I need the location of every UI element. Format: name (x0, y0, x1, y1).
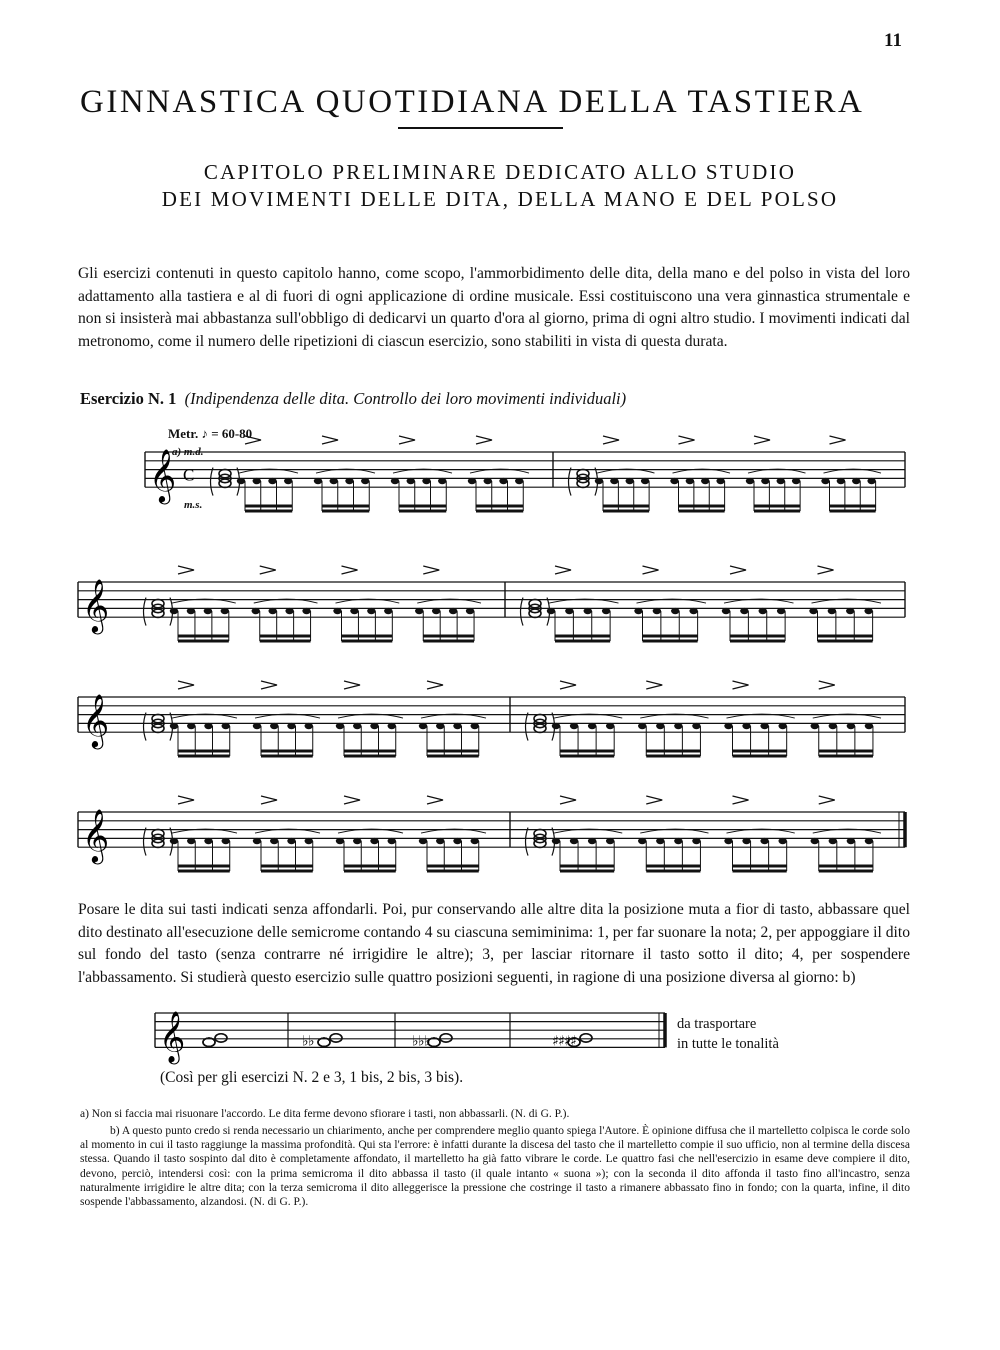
accent-mark (733, 681, 749, 689)
sixteenth-note (610, 478, 618, 484)
sixteenth-note (370, 723, 378, 729)
sixteenth-note (415, 608, 423, 614)
sixteenth-note (865, 838, 873, 844)
position-chord-note (580, 1034, 592, 1042)
sixteenth-note (742, 838, 750, 844)
sixteenth-note (422, 478, 430, 484)
sixteenth-note (570, 723, 578, 729)
sixteenth-note (701, 478, 709, 484)
sixteenth-note (778, 723, 786, 729)
sixteenth-note (204, 723, 212, 729)
left-hand-marking: m.s. (184, 499, 203, 511)
sixteenth-note (778, 838, 786, 844)
parenthesis (144, 713, 147, 741)
position-chord-note (215, 1034, 227, 1042)
footnote-a: a) Non si faccia mai risuonare l'accordo. Le dita ferme devono sfiorare i tasti, non abbassarli. (N. di G. P.). (80, 1108, 570, 1120)
sixteenth-note (336, 838, 344, 844)
accent-mark (178, 566, 194, 574)
sixteenth-note (777, 478, 785, 484)
sixteenth-note (864, 608, 872, 614)
sixteenth-note (270, 838, 278, 844)
sixteenth-note (588, 838, 596, 844)
accent-mark (261, 681, 277, 689)
sixteenth-note (388, 723, 396, 729)
sixteenth-note (436, 723, 444, 729)
sixteenth-note (626, 478, 634, 484)
sixteenth-note (606, 723, 614, 729)
sixteenth-note (204, 838, 212, 844)
sixteenth-note (438, 478, 446, 484)
accent-mark (342, 566, 358, 574)
accent-mark (427, 681, 443, 689)
sixteenth-note (222, 838, 230, 844)
sixteenth-note (333, 608, 341, 614)
page-title: GINNASTICA QUOTIDIANA DELLA TASTIERA (80, 84, 865, 120)
page-number: 11 (884, 30, 902, 51)
sixteenth-note (689, 608, 697, 614)
sixteenth-note (353, 723, 361, 729)
sixteenth-note (634, 608, 642, 614)
treble-clef: 𝄞 (82, 694, 110, 748)
sixteenth-note (674, 723, 682, 729)
sixteenth-note (336, 723, 344, 729)
parenthesis (144, 828, 147, 856)
accent-mark (261, 796, 277, 804)
chapter-subtitle-line1: CAPITOLO PRELIMINARE DEDICATO ALLO STUDIO (203, 160, 797, 184)
sixteenth-note (716, 478, 724, 484)
accent-mark (260, 566, 276, 574)
sixteenth-note (253, 478, 261, 484)
sixteenth-note (361, 478, 369, 484)
sixteenth-note (692, 838, 700, 844)
sixteenth-note (846, 608, 854, 614)
transpose-note (677, 1014, 779, 1054)
sixteenth-note (370, 838, 378, 844)
accent-mark (427, 796, 443, 804)
exercise-description: (Indipendenza delle dita. Controllo dei loro movimenti individuali) (184, 389, 627, 408)
right-hand-marking: a) m.d. (172, 446, 204, 458)
sixteenth-note (606, 838, 614, 844)
sixteenth-note (187, 723, 195, 729)
sixteenth-note (330, 478, 338, 484)
sixteenth-note (724, 723, 732, 729)
sixteenth-note (653, 608, 661, 614)
accent-mark (603, 436, 619, 444)
sixteenth-note (847, 838, 855, 844)
sixteenth-note (722, 608, 730, 614)
sixteenth-note (777, 608, 785, 614)
sixteenth-note (638, 838, 646, 844)
sixteenth-note (237, 478, 245, 484)
accent-mark (178, 681, 194, 689)
sixteenth-note (584, 608, 592, 614)
sixteenth-note (847, 723, 855, 729)
sixteenth-note (809, 608, 817, 614)
sixteenth-note (367, 608, 375, 614)
sixteenth-note (656, 838, 664, 844)
sixteenth-note (284, 478, 292, 484)
accent-mark (555, 566, 571, 574)
sixteenth-note (345, 478, 353, 484)
parenthesis (211, 468, 214, 496)
sixteenth-note (484, 478, 492, 484)
instructions-paragraph: Posare le dita sui tasti indicati senza affondarli. Poi, pur conservando alle altre dita la posizione muta a fior di tasto, abbassare quel dito destinato all'esecuzione delle semicrome contando 4 su ciascuna semiminima: 1, per far suonare la nota; 2, per appoggiare il dito sul fondo del tasto (senza contrarre né irrigidire le altre); 3, per lasciar ritornare il tasto sotto il dito; 4, per sospendere l'abbassamento. Si studierà questo esercizio sulle quattro posizioni seguenti, in ragione di una posizione diversa al giorno: b) (78, 901, 910, 986)
treble-clef: 𝄞 (82, 579, 110, 633)
sixteenth-note (432, 608, 440, 614)
position-chord-note (330, 1034, 342, 1042)
parenthesis (569, 468, 572, 496)
sixteenth-note (449, 608, 457, 614)
sixteenth-note (453, 838, 461, 844)
sixteenth-note (811, 723, 819, 729)
sixteenth-note (170, 608, 178, 614)
sixteenth-note (187, 838, 195, 844)
tempo-marking: Metr. ♪ = 60-80 (168, 426, 253, 441)
parenthesis (144, 598, 147, 626)
accidental: ♭ (412, 1033, 419, 1050)
sixteenth-note (384, 608, 392, 614)
treble-clef: 𝄞 (149, 449, 177, 503)
sixteenth-note (302, 608, 310, 614)
sixteenth-note (811, 838, 819, 844)
accent-mark (476, 436, 492, 444)
accidental: ♭ (308, 1033, 315, 1050)
sixteenth-note (552, 838, 560, 844)
sixteenth-note (692, 723, 700, 729)
sixteenth-note (222, 723, 230, 729)
accent-mark (344, 796, 360, 804)
sixteenth-note (204, 608, 212, 614)
sixteenth-note (287, 838, 295, 844)
sixteenth-note (252, 608, 260, 614)
accent-mark (679, 436, 695, 444)
sixteenth-note (453, 723, 461, 729)
parenthesis (521, 598, 524, 626)
chapter-subtitle-line2: DEI MOVIMENTI DELLE DITA, DELLA MANO E DEL POLSO (161, 187, 839, 211)
sixteenth-note (821, 478, 829, 484)
sixteenth-note (253, 723, 261, 729)
accent-mark (819, 681, 835, 689)
sixteenth-note (391, 478, 399, 484)
sixteenth-note (595, 478, 603, 484)
accent-mark (818, 566, 834, 574)
sixteenth-note (828, 608, 836, 614)
sixteenth-note (570, 838, 578, 844)
accidental: ♯ (570, 1033, 577, 1050)
accidental: ♯ (552, 1033, 559, 1050)
sixteenth-note (674, 838, 682, 844)
sixteenth-note (407, 478, 415, 484)
transpose-line-1: da trasportare (677, 1016, 757, 1032)
sixteenth-note (314, 478, 322, 484)
sixteenth-note (670, 478, 678, 484)
accent-mark (322, 436, 338, 444)
accent-mark (646, 796, 662, 804)
sixteenth-note (170, 723, 178, 729)
sixteenth-note (388, 838, 396, 844)
sixteenth-note (287, 723, 295, 729)
exercise-label: Esercizio N. 1 (80, 389, 177, 408)
accidental: ♯ (564, 1033, 571, 1050)
sixteenth-note (829, 838, 837, 844)
accent-mark (399, 436, 415, 444)
sixteenth-note (305, 838, 313, 844)
sixteenth-note (305, 723, 313, 729)
parenthesis (526, 828, 529, 856)
sixteenth-note (499, 478, 507, 484)
sixteenth-note (588, 723, 596, 729)
sixteenth-note (253, 838, 261, 844)
sixteenth-note (602, 608, 610, 614)
treble-clef: 𝄞 (159, 1009, 186, 1063)
sixteenth-note (552, 723, 560, 729)
sixteenth-note (515, 478, 523, 484)
sixteenth-note (641, 478, 649, 484)
accent-mark (643, 566, 659, 574)
accent-mark (344, 681, 360, 689)
sixteenth-note (268, 478, 276, 484)
sixteenth-note (419, 723, 427, 729)
accent-mark (646, 681, 662, 689)
also-applies-note: (Così per gli esercizi N. 2 e 3, 1 bis, 2 bis, 3 bis). (160, 1069, 464, 1086)
sixteenth-note (724, 838, 732, 844)
sixteenth-note (471, 723, 479, 729)
accent-mark (245, 436, 261, 444)
sixteenth-note (436, 838, 444, 844)
sixteenth-note (547, 608, 555, 614)
sixteenth-note (760, 838, 768, 844)
accidental: ♭ (418, 1033, 425, 1050)
accent-mark (423, 566, 439, 574)
sixteenth-note (865, 723, 873, 729)
sixteenth-note (829, 723, 837, 729)
sixteenth-note (565, 608, 573, 614)
sixteenth-note (656, 723, 664, 729)
sixteenth-note (221, 608, 229, 614)
sixteenth-note (466, 608, 474, 614)
sixteenth-note (867, 478, 875, 484)
sixteenth-note (759, 608, 767, 614)
sixteenth-note (270, 723, 278, 729)
sixteenth-note (268, 608, 276, 614)
accidental: ♭ (424, 1033, 431, 1050)
accent-mark (178, 796, 194, 804)
accent-mark (733, 796, 749, 804)
accent-mark (754, 436, 770, 444)
sixteenth-note (187, 608, 195, 614)
sixteenth-note (468, 478, 476, 484)
sixteenth-note (852, 478, 860, 484)
sixteenth-note (170, 838, 178, 844)
sixteenth-note (740, 608, 748, 614)
sixteenth-note (742, 723, 750, 729)
accent-mark (819, 796, 835, 804)
sixteenth-note (419, 838, 427, 844)
position-chord-note (440, 1034, 452, 1042)
sixteenth-note (761, 478, 769, 484)
accent-mark (730, 566, 746, 574)
sixteenth-note (638, 723, 646, 729)
intro-paragraph: Gli esercizi contenuti in questo capitolo hanno, come scopo, l'ammorbidimento delle dita, della mano e del polso in vista del loro adattamento alla tastiera e al di fuori di ogni applicazione di ordine musicale. Essi costituiscono una vera ginnastica strumentale e non si insisterà mai abbastanza sull'obbligo di dedicarvi un quarto d'ora al giorno, prima di ogni altro studio. I movimenti indicati dal metronomo, come il numero delle ripetizioni di ciascun esercizio, sono stabiliti in vista di questa durata. (78, 265, 910, 350)
sixteenth-note (792, 478, 800, 484)
transpose-line-2: in tutte le tonalità (677, 1036, 779, 1052)
accidental: ♭ (302, 1033, 309, 1050)
accent-mark (560, 796, 576, 804)
sixteenth-note (671, 608, 679, 614)
footnote-b: b) A questo punto credo si renda necessario un chiarimento, anche per comprendere meglio quanto spiega l'Autore. È opinione diffusa che il martelletto colpisca le corde solo al momento in cui il tasto raggiunge la massima profondità. Qui sta l'errore: è infatti durante la discesa del tasto che il martelletto compie il suo ufficio, non al termine della discesa stessa. Quando il tasto sospinto dal dito è completamente affondato, il martelletto ha già fatto vibrare le corde. Le quattro fasi che nell'esercizio in esame deve compiere il dito, devono, perciò, intendersi così: con la prima semicroma il dito abbassa il tasto (il quale intanto « suona »); con la seconda il dito affonda il tasto fino all'incastro, senza naturalmente irrigidire le altre dita; con la terza semicroma il dito alleggerisce la pressione che costringe il tasto a rimanere abbassato fino in fondo; con la quarta, infine, il dito sospende l'abbassamento, alzandosi. (N. di G. P.). (80, 1125, 910, 1209)
sixteenth-note (350, 608, 358, 614)
accent-mark (830, 436, 846, 444)
accent-mark (560, 681, 576, 689)
sixteenth-note (760, 723, 768, 729)
sixteenth-note (746, 478, 754, 484)
parenthesis (526, 713, 529, 741)
common-time: C (183, 465, 195, 485)
sixteenth-note (686, 478, 694, 484)
sixteenth-note (837, 478, 845, 484)
accidental: ♯ (558, 1033, 565, 1050)
sixteenth-note (353, 838, 361, 844)
sixteenth-note (285, 608, 293, 614)
sixteenth-note (471, 838, 479, 844)
treble-clef: 𝄞 (82, 809, 110, 863)
